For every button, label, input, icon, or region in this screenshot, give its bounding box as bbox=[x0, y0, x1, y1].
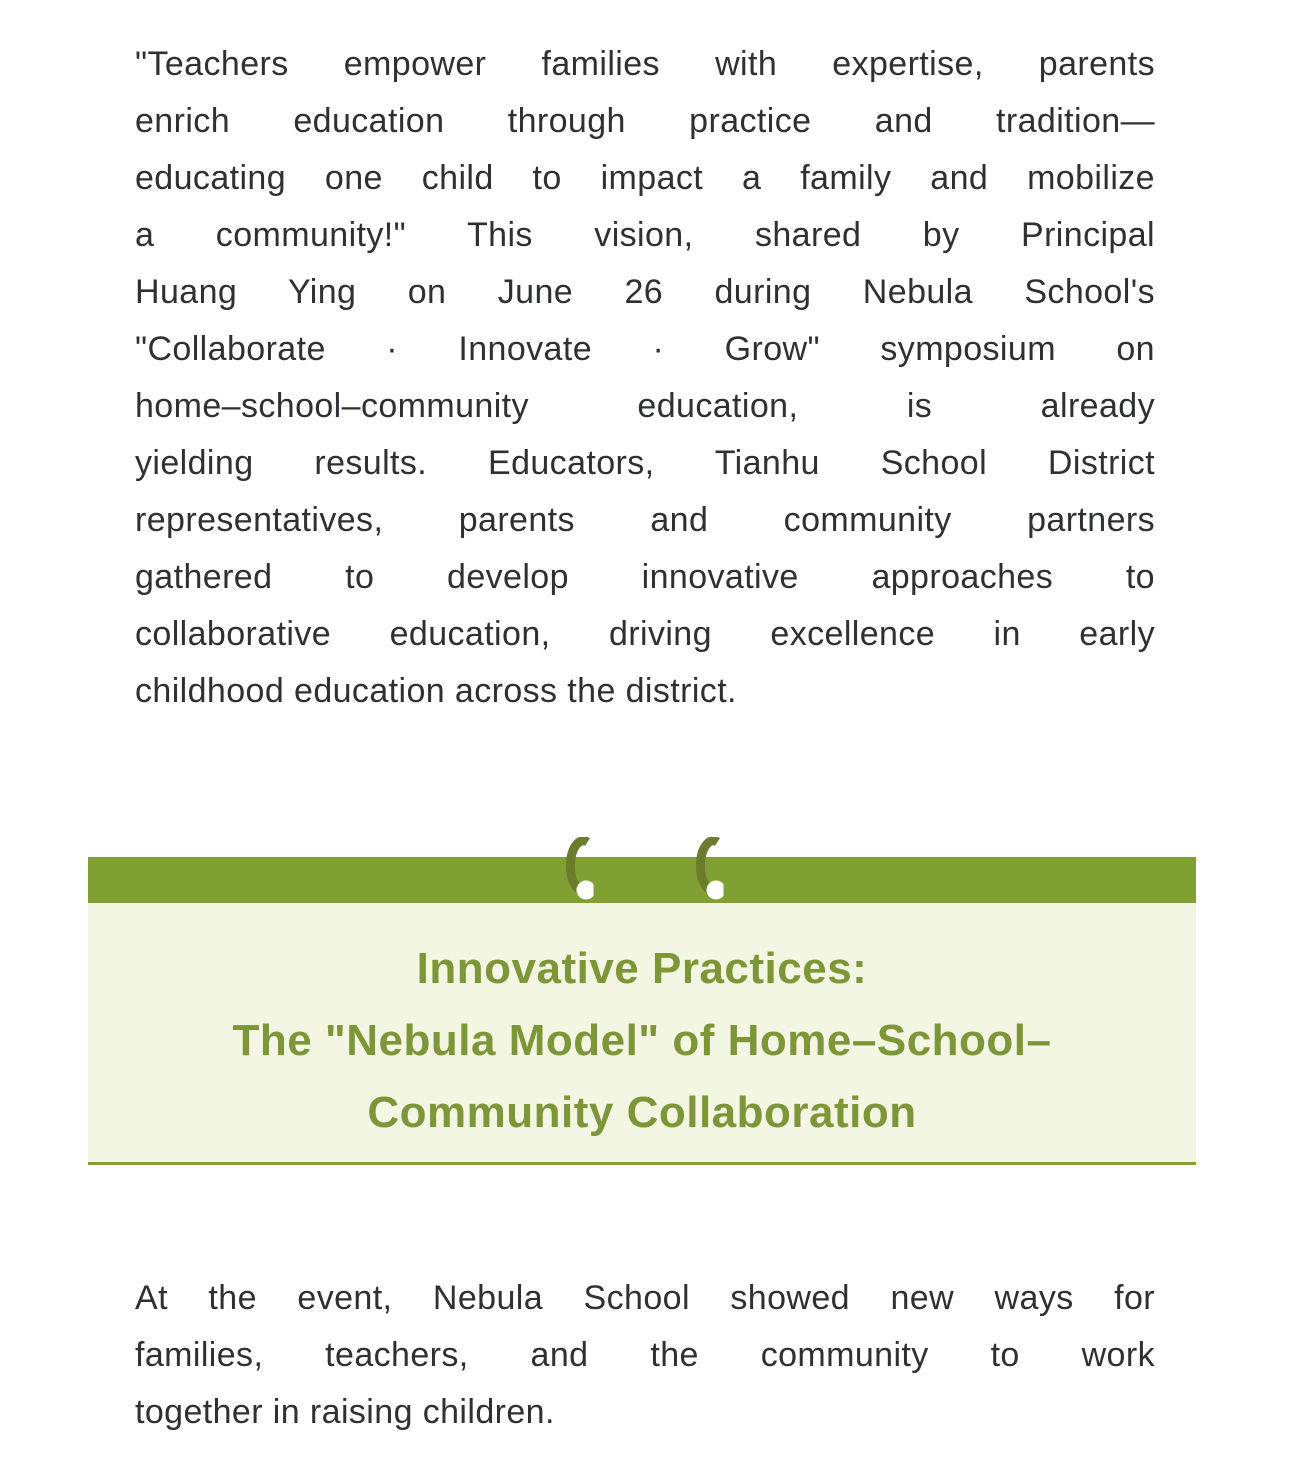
text-line: gathered to develop innovative approaches to bbox=[135, 558, 1155, 596]
text-line: representatives, parents and community partners bbox=[135, 501, 1155, 539]
opening-quote-icon bbox=[561, 837, 594, 903]
text-line: childhood education across the district. bbox=[135, 672, 737, 710]
text-line: yielding results. Educators, Tianhu School District bbox=[135, 444, 1155, 482]
quote-band bbox=[88, 857, 1196, 903]
quote-callout bbox=[88, 857, 1196, 1165]
text-line: a community!" This vision, shared by Principal bbox=[135, 216, 1155, 254]
text-line: collaborative education, driving excellence in early bbox=[135, 615, 1155, 653]
text-line: Huang Ying on June 26 during Nebula School's bbox=[135, 273, 1155, 311]
opening-quote-icon bbox=[691, 837, 724, 903]
text-line: Community Collaboration bbox=[367, 1088, 917, 1137]
text-line: together in raising children. bbox=[135, 1393, 555, 1431]
quote-marks bbox=[561, 837, 724, 903]
text-line: "Collaborate · Innovate · Grow" symposium on bbox=[135, 330, 1155, 368]
callout-title bbox=[108, 933, 1176, 1149]
text-line: enrich education through practice and tradition— bbox=[135, 102, 1155, 140]
text-line: educating one child to impact a family and mobilize bbox=[135, 159, 1155, 197]
text-line: "Teachers empower families with expertise, parents bbox=[135, 45, 1155, 83]
text-line: The "Nebula Model" of Home–School– bbox=[232, 1016, 1052, 1065]
text-line: Innovative Practices: bbox=[416, 944, 868, 993]
text-line: home–school–community education, is already bbox=[135, 387, 1155, 425]
callout-box bbox=[88, 903, 1196, 1165]
text-line: At the event, Nebula School showed new ways for bbox=[135, 1279, 1155, 1317]
article-paragraph-2 bbox=[135, 1270, 1155, 1441]
article-paragraph-1 bbox=[135, 0, 1155, 720]
text-line: families, teachers, and the community to work bbox=[135, 1336, 1155, 1374]
